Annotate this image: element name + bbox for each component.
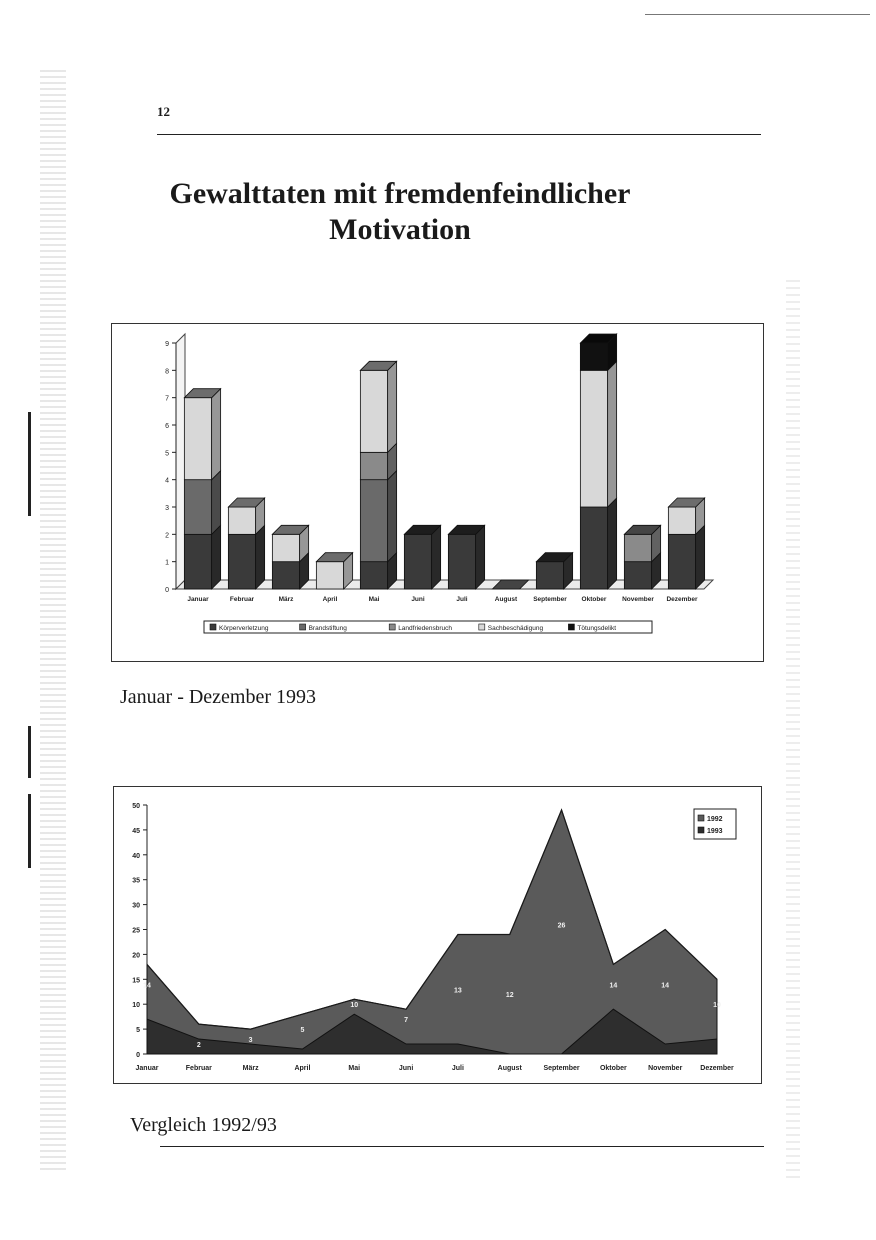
- x-tick-label: November: [622, 596, 654, 603]
- bar-segment: [448, 534, 475, 589]
- x-tick-label: April: [294, 1065, 311, 1072]
- y-tick-label: 9: [165, 341, 169, 348]
- scan-edge-right: [786, 280, 800, 1180]
- y-tick-label: 0: [165, 587, 169, 594]
- legend-swatch: [698, 827, 704, 833]
- bar-segment: [360, 452, 387, 479]
- bar-segment-side: [212, 471, 221, 535]
- bar-segment-side: [696, 525, 705, 589]
- data-label: 26: [557, 922, 566, 930]
- data-label: 14: [661, 982, 670, 990]
- bar-segment: [624, 534, 651, 561]
- area-chart-frame: [113, 786, 762, 1084]
- bar-segment: [360, 562, 387, 589]
- bar-segment-side: [476, 525, 485, 589]
- data-label: 14: [609, 982, 618, 990]
- data-label: 5: [300, 1027, 305, 1035]
- y-tick-label: 45: [132, 827, 140, 835]
- x-tick-label: September: [543, 1065, 580, 1072]
- data-label: 13: [454, 987, 462, 995]
- bar-segment: [404, 534, 431, 589]
- bar-segment: [668, 507, 695, 534]
- page-number: 12: [157, 104, 170, 119]
- x-tick-label: September: [533, 596, 567, 603]
- x-tick-label: Februar: [185, 1065, 212, 1072]
- y-tick-label: 5: [165, 450, 169, 458]
- legend-label: Landfriedensbruch: [398, 625, 453, 632]
- bar-segment-side: [608, 498, 617, 589]
- x-tick-label: Mai: [368, 596, 380, 603]
- bar-segment-side: [388, 361, 397, 452]
- x-tick-label: Juni: [398, 1065, 414, 1072]
- scan-edge-left: [40, 70, 66, 1170]
- legend-label: Tötungsdelikt: [577, 625, 617, 632]
- bar-segment: [580, 370, 607, 507]
- bar-segment: [316, 562, 343, 589]
- data-label: 12: [505, 992, 514, 1000]
- y-tick-label: 4: [165, 477, 169, 485]
- x-tick-label: Juli: [456, 596, 468, 603]
- x-tick-label: April: [322, 596, 338, 603]
- y-tick-label: 7: [165, 395, 169, 403]
- y-tick-label: 2: [165, 532, 169, 540]
- bar-segment: [536, 562, 563, 589]
- bar-segment: [184, 398, 211, 480]
- area-chart: [114, 787, 761, 1083]
- x-tick-label: August: [494, 596, 518, 603]
- margin-bar: [28, 412, 31, 516]
- bar-segment-side: [388, 471, 397, 562]
- caption-comparison: Vergleich 1992/93: [130, 1114, 277, 1136]
- data-label: 10: [350, 1002, 359, 1010]
- bar-segment-side: [212, 525, 221, 589]
- data-label: 7: [404, 1017, 409, 1025]
- legend-label: Körperverletzung: [219, 625, 269, 632]
- x-tick-label: Juli: [451, 1065, 464, 1072]
- x-tick-label: Februar: [229, 596, 255, 603]
- x-tick-label: November: [648, 1065, 683, 1072]
- bar-segment-side: [212, 389, 221, 480]
- y-tick-label: 35: [132, 877, 140, 885]
- margin-bar: [28, 726, 31, 778]
- bar-segment: [272, 562, 299, 589]
- y-tick-label: 15: [132, 977, 140, 985]
- legend-label: Brandstiftung: [308, 625, 347, 632]
- x-tick-label: Juni: [411, 596, 425, 603]
- bar-segment: [624, 562, 651, 589]
- bar-segment-side: [608, 361, 617, 507]
- bar-segment: [228, 507, 255, 534]
- data-label: 2: [196, 1042, 201, 1050]
- legend-swatch: [210, 624, 216, 630]
- legend-label: 1993: [707, 828, 723, 835]
- y-tick-label: 25: [132, 927, 140, 935]
- y-tick-label: 10: [132, 1002, 140, 1010]
- y-tick-label: 20: [132, 952, 140, 960]
- data-label: 14: [143, 982, 151, 990]
- chart-side-wall: [176, 334, 185, 589]
- x-tick-label: Dezember: [700, 1065, 734, 1072]
- bar-segment: [668, 534, 695, 589]
- data-label: 10: [713, 1002, 721, 1010]
- title-line-2: Motivation: [329, 213, 471, 246]
- x-tick-label: Oktober: [581, 596, 607, 603]
- page-title: [110, 176, 690, 248]
- title-line-1: Gewalttaten mit fremdenfeindlicher: [169, 177, 631, 210]
- legend-swatch: [698, 815, 704, 821]
- caption-1993: Januar - Dezember 1993: [120, 686, 317, 708]
- bar-segment-side: [432, 525, 441, 589]
- x-tick-label: März: [278, 596, 294, 603]
- bar-segment: [184, 480, 211, 535]
- bar-segment: [580, 343, 607, 370]
- y-tick-label: 1: [165, 559, 169, 567]
- bar-segment: [580, 507, 607, 589]
- y-tick-label: 0: [136, 1052, 140, 1059]
- legend-swatch: [479, 624, 485, 630]
- footer-rule: [160, 1146, 764, 1147]
- y-tick-label: 5: [136, 1027, 140, 1035]
- bar-chart-frame: [111, 323, 764, 662]
- x-tick-label: August: [497, 1065, 522, 1072]
- header-rule: [157, 134, 761, 135]
- area-series: [147, 810, 717, 1054]
- bar-segment-side: [256, 525, 265, 589]
- y-tick-label: 6: [165, 423, 169, 430]
- legend-label: 1992: [707, 816, 723, 823]
- y-tick-label: 3: [165, 505, 169, 512]
- y-tick-label: 50: [132, 803, 140, 810]
- x-tick-label: Januar: [187, 596, 209, 603]
- x-tick-label: Mai: [348, 1065, 361, 1072]
- top-rule: [645, 14, 870, 15]
- y-tick-label: 8: [165, 368, 169, 376]
- bar-segment: [272, 534, 299, 561]
- bar-segment: [360, 480, 387, 562]
- bar-segment: [184, 534, 211, 589]
- y-tick-label: 40: [132, 852, 140, 860]
- x-tick-label: Januar: [135, 1065, 159, 1072]
- x-tick-label: Oktober: [599, 1065, 627, 1072]
- legend-swatch: [568, 624, 574, 630]
- bar-chart: [112, 324, 763, 661]
- legend-swatch: [300, 624, 306, 630]
- bar-segment: [360, 370, 387, 452]
- bar-segment: [228, 534, 255, 589]
- margin-bar: [28, 794, 31, 868]
- data-label: 3: [248, 1037, 253, 1045]
- x-tick-label: März: [242, 1065, 259, 1072]
- legend-swatch: [389, 624, 395, 630]
- y-tick-label: 30: [132, 902, 140, 910]
- legend-label: Sachbeschädigung: [487, 625, 544, 632]
- x-tick-label: Dezember: [666, 596, 698, 603]
